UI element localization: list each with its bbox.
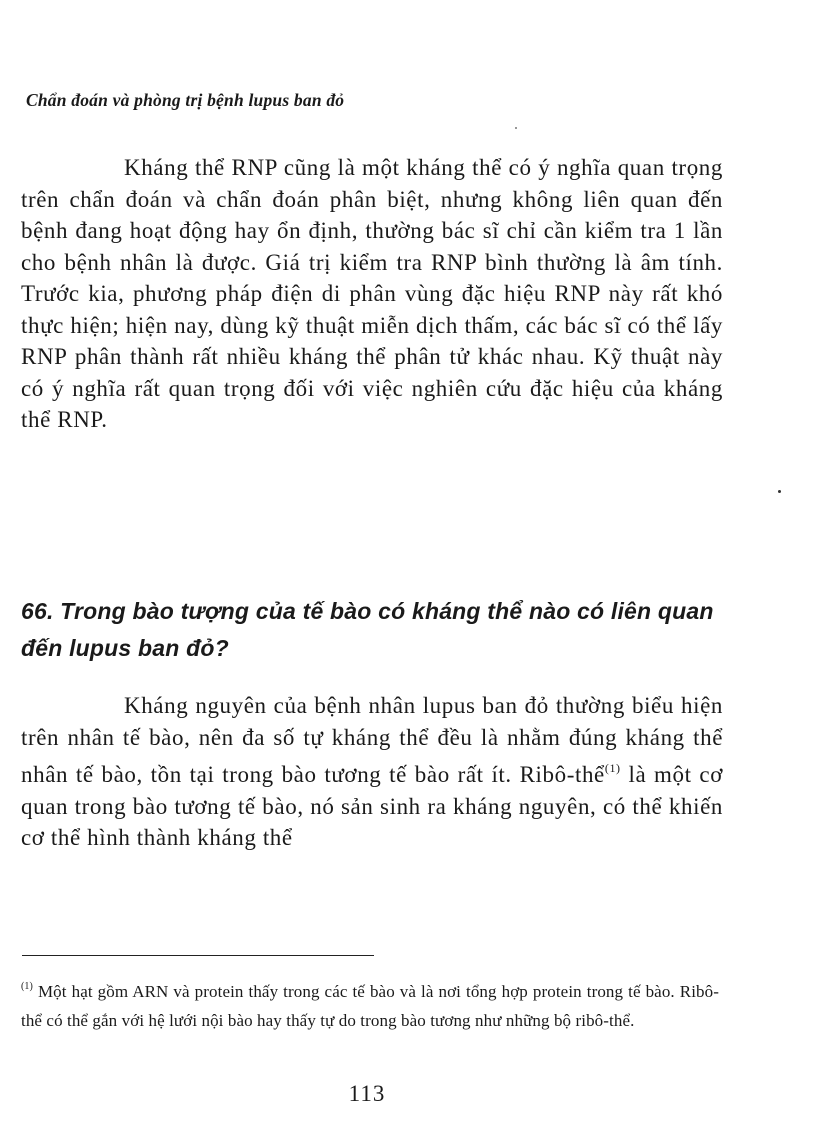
paragraph-2-text-start: Kháng nguyên của bệnh nhân lupus ban đỏ thường biểu hiện trên nhân tế bào, nên đa số tự kháng thể đều là nhằm đúng kháng thể nhân tế bào, tồn tại trong bào tương tế bào rất ít. Ribô-thể	[21, 693, 723, 787]
scan-speck	[778, 490, 781, 493]
footnote-reference: (1)	[604, 761, 621, 775]
scan-speck	[515, 127, 517, 129]
footnote-marker: (1)	[21, 981, 33, 992]
footnote	[21, 972, 719, 1035]
paragraph-2-text-end: là một cơ quan trong bào tương tế bào, nó sản sinh ra kháng nguyên, có thể khiến cơ thể hình thành kháng thể	[21, 762, 723, 850]
section-heading-66: 66. Trong bào tượng của tế bào có kháng thể nào có liên quan đến lupus ban đỏ?	[21, 598, 714, 661]
page-number: 113	[348, 1081, 386, 1106]
footnote-text: Một hạt gồm ARN và protein thấy trong các tế bào và là nơi tổng hợp protein trong tế bào. Ribô-thể có thể gắn với hệ lưới nội bào hay thấy tự do trong bào tương như những bộ ribô-thể.	[21, 982, 719, 1030]
paragraph-1-text: Kháng thể RNP cũng là một kháng thể có ý nghĩa quan trọng trên chẩn đoán và chẩn đoán phân biệt, nhưng không liên quan đến bệnh đang hoạt động hay ổn định, thường bác sĩ chỉ cần kiểm tra 1 lần cho bệnh nhân là được. Giá trị kiểm tra RNP bình thường là âm tính. Trước kia, phương pháp điện di phân vùng đặc hiệu RNP này rất khó thực hiện; hiện nay, dùng kỹ thuật miễn dịch thấm, các bác sĩ có thể lấy RNP phân thành rất nhiều kháng thể phân tử khác nhau. Kỹ thuật này có ý nghĩa rất quan trọng đối với việc nghiên cứu đặc hiệu của kháng thể RNP.	[21, 155, 723, 432]
footnote-divider	[22, 955, 374, 956]
paragraph-rnp-antibody	[21, 152, 723, 436]
running-header: Chẩn đoán và phòng trị bệnh lupus ban đỏ	[26, 90, 345, 110]
paragraph-cytoplasm-antigen	[21, 690, 723, 854]
